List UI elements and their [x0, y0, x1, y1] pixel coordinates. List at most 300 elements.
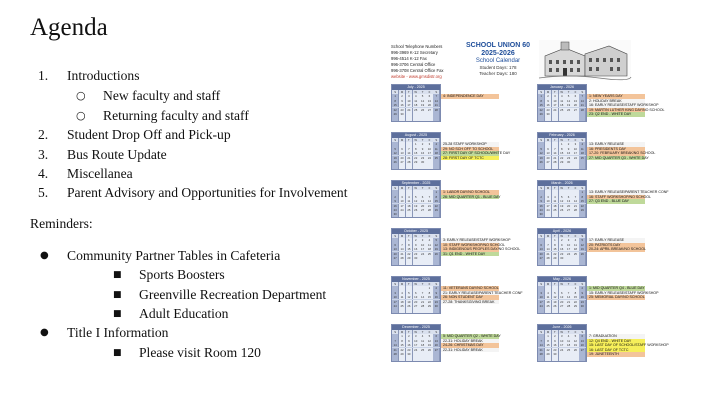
day-cell: 12 [426, 339, 433, 343]
day-cell: M [399, 330, 406, 334]
day-cell: 4 [399, 291, 406, 295]
month-notes [587, 94, 665, 117]
day-cell: 21 [552, 156, 559, 160]
day-cell: 22 [413, 156, 420, 160]
day-cell: 18 [426, 247, 433, 251]
day-cell: 16 [413, 247, 420, 251]
day-cell: 19 [538, 156, 545, 160]
day-cell: F [426, 234, 433, 238]
day-cell: 9 [413, 243, 420, 247]
calendar-title: SCHOOL UNION 60 [465, 42, 531, 49]
month-grid [537, 276, 587, 314]
day-cell: W [413, 234, 420, 238]
day-cell: 5 [552, 291, 559, 295]
day-cell: 15 [433, 199, 440, 203]
month-name: October - 2025 [392, 229, 440, 234]
day-cell: 7 [538, 339, 545, 343]
day-cell: 9 [565, 147, 572, 151]
day-cell: 28 [552, 160, 559, 164]
day-cell: 6 [565, 195, 572, 199]
day-cell: 18 [579, 151, 586, 155]
day-cell: 28 [545, 256, 552, 260]
calendar-event: 25: MEMORIAL DAY/NO SCHOOL [589, 295, 645, 300]
day-cell: 20 [572, 103, 579, 107]
day-cell: 25 [559, 108, 566, 112]
day-cell: 19 [552, 300, 559, 304]
day-cell: 10 [413, 339, 420, 343]
day-cell: 29 [538, 112, 545, 116]
school-phone-numbers [391, 44, 461, 80]
day-cell: 8 [572, 291, 579, 295]
day-cell: 1 [579, 190, 586, 194]
circle-bullet-icon: ○ [76, 89, 86, 102]
calendar-event: 7: GRADUATION [587, 334, 645, 339]
day-cell [433, 116, 440, 120]
day-cell: 12 [406, 295, 413, 299]
day-cell: 3 [545, 195, 552, 199]
day-cell: 5 [419, 94, 426, 98]
day-cell: 30 [565, 160, 572, 164]
day-cell: 12 [538, 151, 545, 155]
day-cell: W [413, 138, 420, 142]
day-cell: 9 [552, 339, 559, 343]
day-cell: M [399, 234, 406, 238]
day-cell: 17 [419, 247, 426, 251]
day-cell: 4 [565, 334, 572, 338]
day-cell: S [392, 186, 399, 190]
day-cell: 27 [413, 304, 420, 308]
day-cell [433, 356, 440, 360]
day-cell: M [545, 234, 552, 238]
day-cell: 20 [413, 300, 420, 304]
day-cell: 9 [419, 147, 426, 151]
month-notes [587, 142, 656, 160]
day-cell: 7 [552, 147, 559, 151]
day-cell: 26 [565, 108, 572, 112]
day-cell: F [572, 90, 579, 94]
day-cell: 12 [572, 339, 579, 343]
week-row [392, 164, 440, 168]
month-notes [587, 334, 669, 357]
month-grid [537, 132, 587, 170]
day-cell: 28 [392, 352, 399, 356]
day-cell: 3 [392, 291, 399, 295]
day-cell: S [579, 138, 586, 142]
day-cell: 5 [579, 238, 586, 242]
day-cell: 22 [579, 204, 586, 208]
day-cell: 29 [399, 352, 406, 356]
phone-line: 996-4514 K-12 Fax [391, 56, 427, 61]
day-cell: 19 [565, 103, 572, 107]
day-cell: 17 [545, 204, 552, 208]
day-cell: 10 [538, 295, 545, 299]
day-cell: M [545, 282, 552, 286]
day-cell: 1 [433, 190, 440, 194]
calendar-event: 29: NO SCH OFF TO SCHOOL [441, 147, 499, 152]
day-cell: 3 [426, 142, 433, 146]
day-cell: 14 [399, 247, 406, 251]
agenda-subtext: Returning faculty and staff [103, 108, 249, 123]
day-cell: 8 [579, 195, 586, 199]
day-cell: 12 [559, 199, 566, 203]
day-cell: 19 [572, 343, 579, 347]
day-cell: 17 [565, 247, 572, 251]
day-cell: S [392, 90, 399, 94]
day-cell: 28 [426, 208, 433, 212]
day-cell: 19 [406, 300, 413, 304]
day-cell: 23 [552, 348, 559, 352]
day-cell: S [538, 90, 545, 94]
day-cell: 5 [392, 147, 399, 151]
day-cell: 26 [406, 304, 413, 308]
day-cell: 7 [419, 291, 426, 295]
day-cell: S [538, 186, 545, 190]
day-cell: F [572, 186, 579, 190]
day-cell: 28 [433, 108, 440, 112]
day-cell: 3 [572, 142, 579, 146]
day-cell: F [426, 90, 433, 94]
day-cell: 10 [545, 199, 552, 203]
day-cell: 20 [545, 156, 552, 160]
day-cell: 14 [552, 151, 559, 155]
day-cell: M [399, 90, 406, 94]
day-cell: 2 [399, 94, 406, 98]
day-cell: S [433, 282, 440, 286]
day-cell: 18 [399, 300, 406, 304]
day-cell: T [419, 282, 426, 286]
day-cell: 3 [565, 238, 572, 242]
day-cell: 24 [392, 304, 399, 308]
day-cell: 20 [426, 103, 433, 107]
agenda-number: 3. [38, 147, 49, 162]
day-cell: 13 [426, 99, 433, 103]
month-grid [537, 84, 587, 122]
day-cell: M [399, 138, 406, 142]
month-grid [391, 180, 441, 218]
day-cell: 28 [572, 208, 579, 212]
day-cell: 5 [426, 334, 433, 338]
day-cell: 9 [545, 99, 552, 103]
day-cell [579, 308, 586, 312]
day-cell: 18 [413, 103, 420, 107]
day-cell: 5 [433, 238, 440, 242]
day-cell: 24 [413, 348, 420, 352]
square-bullet-icon: ■ [113, 309, 122, 319]
agenda-text: Student Drop Off and Pick-up [67, 127, 231, 142]
day-cell: 2 [406, 334, 413, 338]
agenda-number: 4. [38, 166, 49, 181]
week-row [538, 260, 586, 264]
day-cell: 18 [433, 151, 440, 155]
calendar-event: 27: FIRST DAY OF SCHOOL/WHITE DAY [443, 151, 511, 156]
day-cell: 16 [433, 295, 440, 299]
month-name: May - 2026 [538, 277, 586, 282]
day-cell: 6 [413, 291, 420, 295]
day-cell: T [419, 330, 426, 334]
calendar-event: 19: JUNETEENTH [587, 352, 645, 357]
day-cell: 4 [413, 94, 420, 98]
day-cell: S [392, 138, 399, 142]
day-cell: 10 [392, 295, 399, 299]
calendar-event: 1: LABOR DAY/NO SCHOOL [441, 190, 499, 195]
day-cell: 2 [565, 142, 572, 146]
calendar-event: 4: INDEPENDENCE DAY [441, 94, 499, 99]
day-cell: 12 [413, 199, 420, 203]
day-cell [433, 212, 440, 216]
calendar-event: 31: Q1 END - WHITE DAY [441, 252, 499, 257]
day-cell: 30 [579, 304, 586, 308]
day-cell: 16 [538, 204, 545, 208]
month-notes [441, 190, 499, 199]
calendar-event: 16: PRESIDENTS DAY [587, 147, 645, 152]
month-name: March - 2026 [538, 181, 586, 186]
day-cell: 30 [392, 212, 399, 216]
calendar-event: 25-28 STAFF WORKSHOP [441, 142, 499, 147]
day-cell: 26 [426, 348, 433, 352]
phone-line: 996-3969 K-12 Secretary [391, 50, 438, 55]
day-cell: 25 [419, 348, 426, 352]
day-cell: S [538, 330, 545, 334]
month-notes [441, 94, 499, 99]
day-cell: 22 [433, 204, 440, 208]
day-cell: 30 [433, 304, 440, 308]
day-cell: 15 [413, 151, 420, 155]
day-cell: 6 [579, 334, 586, 338]
day-cell: 18 [552, 204, 559, 208]
day-cell: 2 [579, 286, 586, 290]
day-cell: 11 [433, 147, 440, 151]
day-cell: 24 [545, 208, 552, 212]
day-cell: 30 [545, 112, 552, 116]
day-cell: 8 [426, 291, 433, 295]
day-cell: 16 [565, 151, 572, 155]
day-cell: 3 [399, 195, 406, 199]
month-grid [537, 180, 587, 218]
day-cell: 30 [419, 160, 426, 164]
day-cell: 28 [406, 160, 413, 164]
day-cell: M [399, 186, 406, 190]
day-cell: 23 [419, 156, 426, 160]
day-cell: 24 [538, 304, 545, 308]
day-cell: 30 [406, 352, 413, 356]
day-cell: S [579, 186, 586, 190]
day-cell: 23 [399, 108, 406, 112]
day-cell: 23 [559, 252, 566, 256]
month-name: June - 2026 [538, 325, 586, 330]
calendar-event: 20-24: APRIL BREAK/NO SCHOOL [589, 247, 646, 252]
day-cell: 1 [545, 334, 552, 338]
agenda-number: 1. [38, 68, 49, 83]
circle-bullet-icon: ○ [76, 109, 86, 122]
day-cell: 17 [559, 343, 566, 347]
day-cell: 25 [413, 108, 420, 112]
calendar-event: 22-31: HOLIDAY BREAK [441, 348, 499, 353]
reminder-subtext: Adult Education [139, 306, 229, 321]
day-cell: 26 [572, 348, 579, 352]
day-cell: T [406, 330, 413, 334]
day-cell: 16 [552, 343, 559, 347]
reminder-text: Community Partner Tables in Cafeteria [67, 248, 281, 263]
day-cell: 8 [406, 243, 413, 247]
day-cell: 8 [545, 339, 552, 343]
day-cell: 7 [392, 339, 399, 343]
day-cell: 3 [419, 238, 426, 242]
day-cell [579, 356, 586, 360]
day-cell: W [413, 282, 420, 286]
day-cell: 3 [552, 94, 559, 98]
month-grid [537, 228, 587, 266]
day-cell: 30 [413, 256, 420, 260]
day-cell: 27 [565, 208, 572, 212]
day-cell: 22 [392, 108, 399, 112]
day-cell: 29 [552, 256, 559, 260]
day-cell: 26 [538, 160, 545, 164]
day-cell: 7 [399, 243, 406, 247]
day-cell: 9 [579, 291, 586, 295]
day-cell: W [559, 90, 566, 94]
day-cell: T [406, 186, 413, 190]
day-cell: 18 [559, 103, 566, 107]
day-cell: 28 [538, 352, 545, 356]
day-cell: T [552, 138, 559, 142]
day-cell: T [552, 330, 559, 334]
month-name: September - 2025 [392, 181, 440, 186]
day-cell: 24 [419, 252, 426, 256]
day-cell: 7 [426, 195, 433, 199]
month-grid [391, 132, 441, 170]
day-cell: 15 [545, 343, 552, 347]
day-cell: 10 [565, 243, 572, 247]
day-cell: 13 [413, 295, 420, 299]
day-cell: 22 [426, 300, 433, 304]
day-cell: 1 [392, 94, 399, 98]
day-cell: 29 [579, 208, 586, 212]
day-cell: F [572, 282, 579, 286]
square-bullet-icon: ■ [113, 290, 122, 300]
day-cell: 15 [559, 151, 566, 155]
day-cell: 11 [426, 243, 433, 247]
day-cell: S [538, 138, 545, 142]
day-cell [579, 116, 586, 120]
day-cell: 13 [538, 247, 545, 251]
day-cell: 13 [545, 151, 552, 155]
calendar-event: 26: MID QUARTER Q1 - BLUE DAY [443, 194, 501, 199]
phone-line: School Telephone Numbers [391, 44, 443, 49]
day-cell: 23 [545, 108, 552, 112]
day-cell: 15 [406, 247, 413, 251]
calendar-event: 15: EARLY RELEASE/STAFF WORKSHOP [589, 290, 659, 295]
calendar-event: 13: EARLY RELEASE [587, 142, 645, 147]
day-cell: 26 [392, 160, 399, 164]
day-cell: T [565, 138, 572, 142]
day-cell: 11 [572, 243, 579, 247]
day-cell: 8 [538, 99, 545, 103]
agenda-text: Parent Advisory and Opportunities for Involvement [67, 185, 348, 200]
day-cell: 12 [419, 99, 426, 103]
day-cell: 20 [433, 343, 440, 347]
day-cell: 24 [426, 156, 433, 160]
day-cell: 29 [433, 208, 440, 212]
day-cell: 16 [419, 151, 426, 155]
day-cell: 15 [572, 295, 579, 299]
day-cell: 2 [419, 142, 426, 146]
day-cell: 21 [392, 348, 399, 352]
day-cell: 11 [579, 147, 586, 151]
day-cell: 2 [545, 94, 552, 98]
calendar-event: 19: MARTIN LUTHER KING DAY/NO SCHOOL [589, 107, 665, 112]
day-cell: 29 [413, 160, 420, 164]
day-cell: M [545, 90, 552, 94]
calendar-event: 11: VETERANS DAY/NO SCHOOL [443, 286, 499, 290]
day-cell: 9 [406, 339, 413, 343]
day-cell: 24 [565, 252, 572, 256]
day-cell: 30 [552, 352, 559, 356]
day-cell: 8 [399, 339, 406, 343]
day-cell: 6 [538, 243, 545, 247]
day-cell: 10 [399, 199, 406, 203]
day-cell: 1 [406, 238, 413, 242]
day-cell [433, 164, 440, 168]
day-cell: 26 [552, 304, 559, 308]
day-cell: 28 [419, 304, 426, 308]
calendar-event: 20: PATRIOTS DAY [587, 243, 645, 248]
day-cell: 23 [538, 208, 545, 212]
calendar-event: 22-31: HOLIDAY BREAK [441, 339, 499, 344]
calendar-event: 5: MID QUARTER Q2 - WHITE DAY [443, 334, 501, 338]
day-cell: 13 [392, 247, 399, 251]
day-cell: W [559, 234, 566, 238]
week-row [392, 308, 440, 312]
day-cell [433, 260, 440, 264]
day-cell: 10 [426, 147, 433, 151]
day-cell: 17 [406, 103, 413, 107]
day-cell: 22 [559, 156, 566, 160]
day-cell: W [559, 138, 566, 142]
day-cell: 14 [565, 295, 572, 299]
day-cell: 10 [552, 99, 559, 103]
day-cell: 27 [572, 108, 579, 112]
day-cell: 21 [406, 156, 413, 160]
day-cell: 2 [559, 238, 566, 242]
day-cell: 6 [572, 94, 579, 98]
day-cell: 20 [565, 204, 572, 208]
day-cell: 27 [426, 108, 433, 112]
day-cell: 16 [399, 103, 406, 107]
day-cell: 4 [545, 291, 552, 295]
day-cell: 17 [572, 151, 579, 155]
day-cell: 8 [413, 147, 420, 151]
month-notes [441, 286, 523, 304]
day-cell: 4 [559, 94, 566, 98]
day-cell: 25 [552, 208, 559, 212]
month-name: April - 2026 [538, 229, 586, 234]
day-cell: 15 [538, 103, 545, 107]
day-cell: 7 [572, 195, 579, 199]
day-cell: 3 [559, 334, 566, 338]
day-cell: S [579, 234, 586, 238]
calendar-event: 26: NON STUDENT DAY [441, 295, 499, 300]
day-cell: S [579, 330, 586, 334]
day-cell: 9 [538, 199, 545, 203]
calendar-event: 16: STAFF WORKSHOP/NO SCHOOL [589, 194, 652, 199]
day-cell: 10 [559, 339, 566, 343]
calendar-event: 15: LAST DAY OF SCHOOL/STAFF WORKSHOP [589, 343, 669, 348]
day-cell: T [565, 330, 572, 334]
teacher-days: Teacher Days: 180 [479, 70, 517, 76]
day-cell: M [545, 138, 552, 142]
month-grid [537, 324, 587, 362]
day-cell: 17 [413, 343, 420, 347]
